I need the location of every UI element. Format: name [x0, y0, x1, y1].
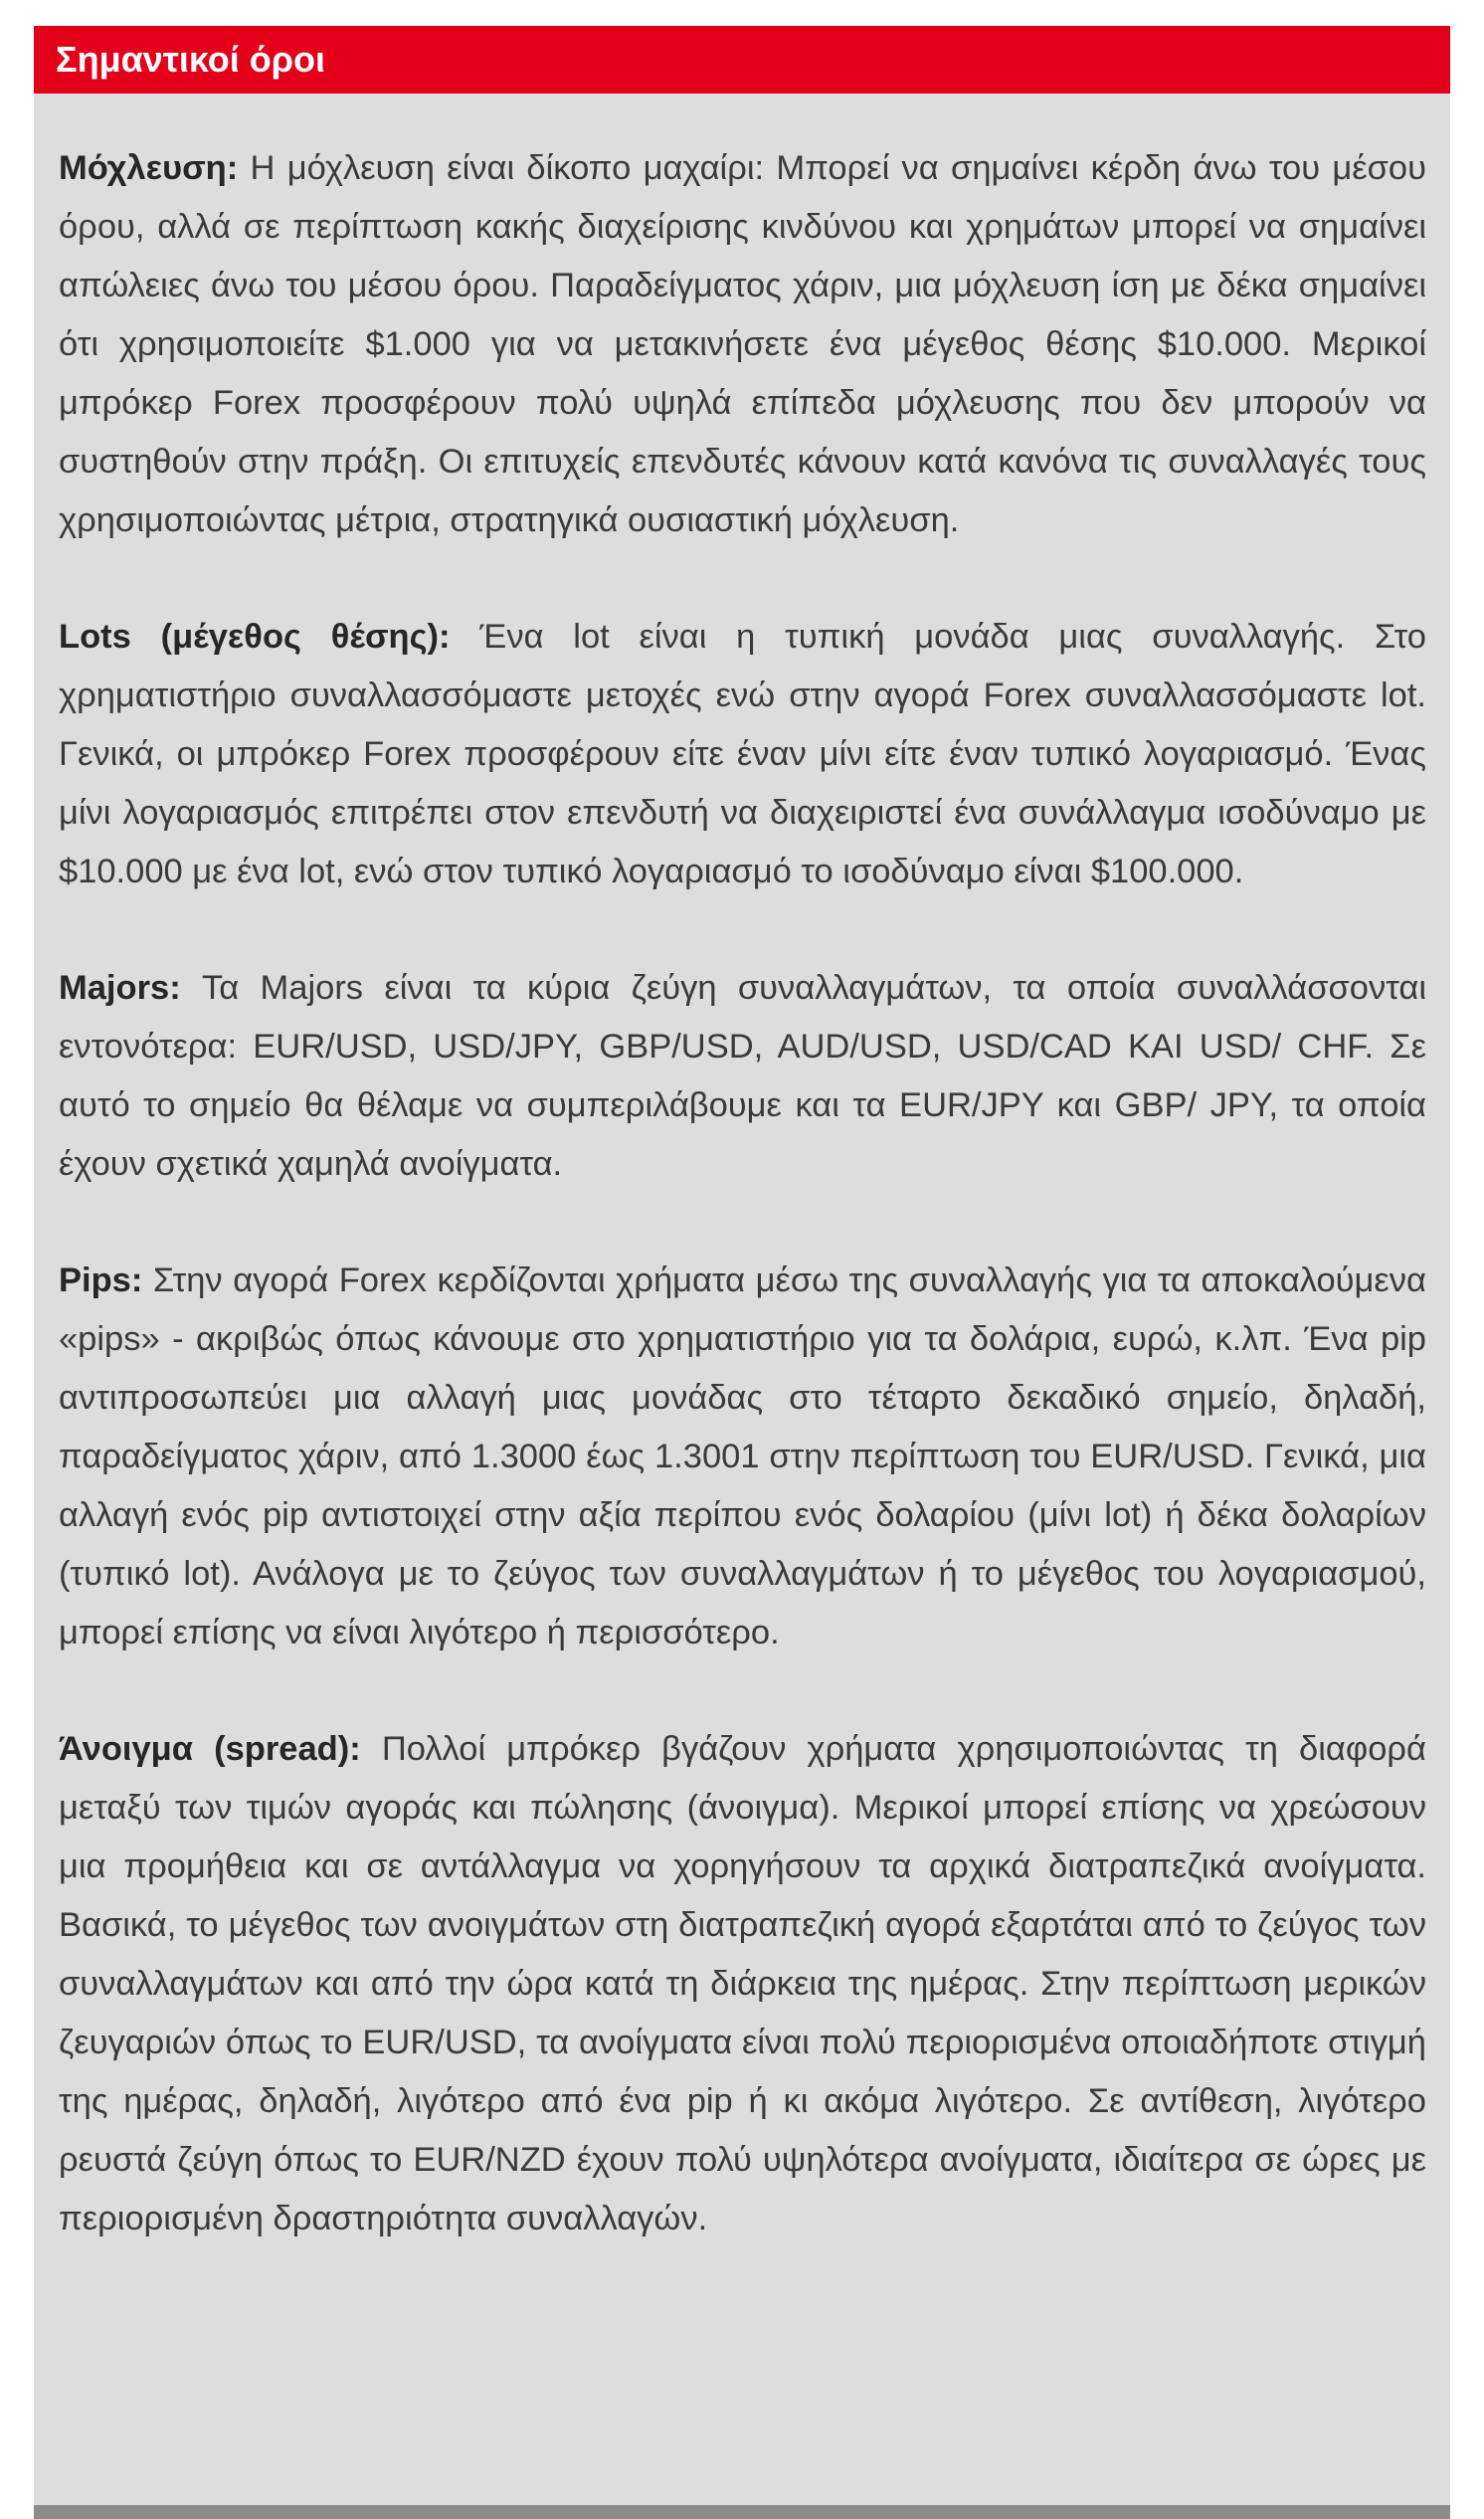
term-text: Ένα lot είναι η τυπική μονάδα μιας συναλλαγής. Στο χρηματιστήριο συναλλασσόμαστε μετοχές ενώ στην αγορά Forex συναλλασσόμαστε lot. Γενικά, οι μπρόκερ Forex προσφέρουν είτε έναν μίνι είτε έναν τυπικό λογαριασμό. Ένας μίνι λογαριασμός επιτρέπει στον επενδυτή να διαχειριστεί ένα συνάλλαγμα ισοδύναμο με $10.000 με ένα lot, ενώ στον τυπικό λογαριασμό το ισοδύναμο είναι $100.000. [59, 618, 1426, 890]
section-title: Σημαντικοί όροι [56, 39, 325, 80]
term-label: Άνοιγμα (spread): [59, 1730, 361, 1768]
terms-content [34, 94, 1450, 2248]
section-header [34, 26, 1450, 94]
term-text: Στην αγορά Forex κερδίζονται χρήματα μέσω της συναλλαγής για τα αποκαλούμενα «pips» - ακριβώς όπως κάνουμε στο χρηματιστήριο για τα δολάρια, ευρώ, κ.λπ. Ένα pip αντιπροσωπεύει μια αλλαγή μιας μονάδας στο τέταρτο δεκαδικό σημείο, δηλαδή, παραδείγματος χάριν, από 1.3000 έως 1.3001 στην περίπτωση του EUR/USD. Γενικά, μια αλλαγή ενός pip αντιστοιχεί στην αξία περίπου ενός δολαρίου (μίνι lot) ή δέκα δολαρίων (τυπικό lot). Ανάλογα με το ζεύγος των συναλλαγμάτων ή το μέγεθος του λογαριασμού, μπορεί επίσης να είναι λιγότερο ή περισσότερο. [59, 1261, 1427, 1651]
term-text: Η μόχλευση είναι δίκοπο μαχαίρι: Μπορεί να σημαίνει κέρδη άνω του μέσου όρου, αλλά σε περίπτωση κακής διαχείρισης κινδύνου και χρημάτων μπορεί να σημαίνει απώλειες άνω του μέσου όρου. Παραδείγματος χάριν, μια μόχλευση ίση με δέκα σημαίνει ότι χρησιμοποιείτε $1.000 για να μετακινήσετε ένα μέγεθος θέσης $10.000. Μερικοί μπρόκερ Forex προσφέρουν πολύ υψηλά επίπεδα μόχλευσης που δεν μπορούν να συστηθούν στην πράξη. Οι επιτυχείς επενδυτές κάνουν κατά κανόνα τις συναλλαγές τους χρησιμοποιώντας μέτρια, στρατηγικά ουσιαστική μόχλευση. [59, 149, 1426, 539]
term-label: Pips: [59, 1261, 143, 1299]
term-paragraph-pips [59, 1252, 1426, 1662]
important-terms-box [34, 26, 1450, 2519]
bottom-divider [34, 2505, 1450, 2519]
term-label: Majors: [59, 969, 181, 1007]
term-text: Τα Majors είναι τα κύρια ζεύγη συναλλαγμάτων, τα οποία συναλλάσσονται εντονότερα: EUR/USD, USD/JPY, GBP/USD, AUD/USD, USD/CAD ΚΑΙ USD/ CHF. Σε αυτό το σημείο θα θέλαμε να συμπεριλάβουμε και τα EUR/JPY και GBP/ JPY, τα οποία έχουν σχετικά χαμηλά ανοίγματα. [59, 969, 1426, 1183]
term-paragraph-spread [59, 1720, 1426, 2248]
term-paragraph-lots [59, 608, 1426, 901]
term-paragraph-leverage [59, 139, 1426, 550]
term-label: Lots (μέγεθος θέσης): [59, 618, 451, 656]
term-label: Μόχλευση: [59, 149, 239, 187]
term-text: Πολλοί μπρόκερ βγάζουν χρήματα χρησιμοποιώντας τη διαφορά μεταξύ των τιμών αγοράς και πώλησης (άνοιγμα). Μερικοί μπορεί επίσης να χρεώσουν μια προμήθεια και σε αντάλλαγμα να χορηγήσουν τα αρχικά διατραπεζικά ανοίγματα. Βασικά, το μέγεθος των ανοιγμάτων στη διατραπεζική αγορά εξαρτάται από το ζεύγος των συναλλαγμάτων και από την ώρα κατά τη διάρκεια της ημέρας. Στην περίπτωση μερικών ζευγαριών όπως το EUR/USD, τα ανοίγματα είναι πολύ περιορισμένα οποιαδήποτε στιγμή της ημέρας, δηλαδή, λιγότερο από ένα pip ή κι ακόμα λιγότερο. Σε αντίθεση, λιγότερο ρευστά ζεύγη όπως το EUR/NZD έχουν πολύ υψηλότερα ανοίγματα, ιδιαίτερα σε ώρες με περιορισμένη δραστηριότητα συναλλαγών. [59, 1730, 1426, 2237]
term-paragraph-majors [59, 959, 1426, 1194]
